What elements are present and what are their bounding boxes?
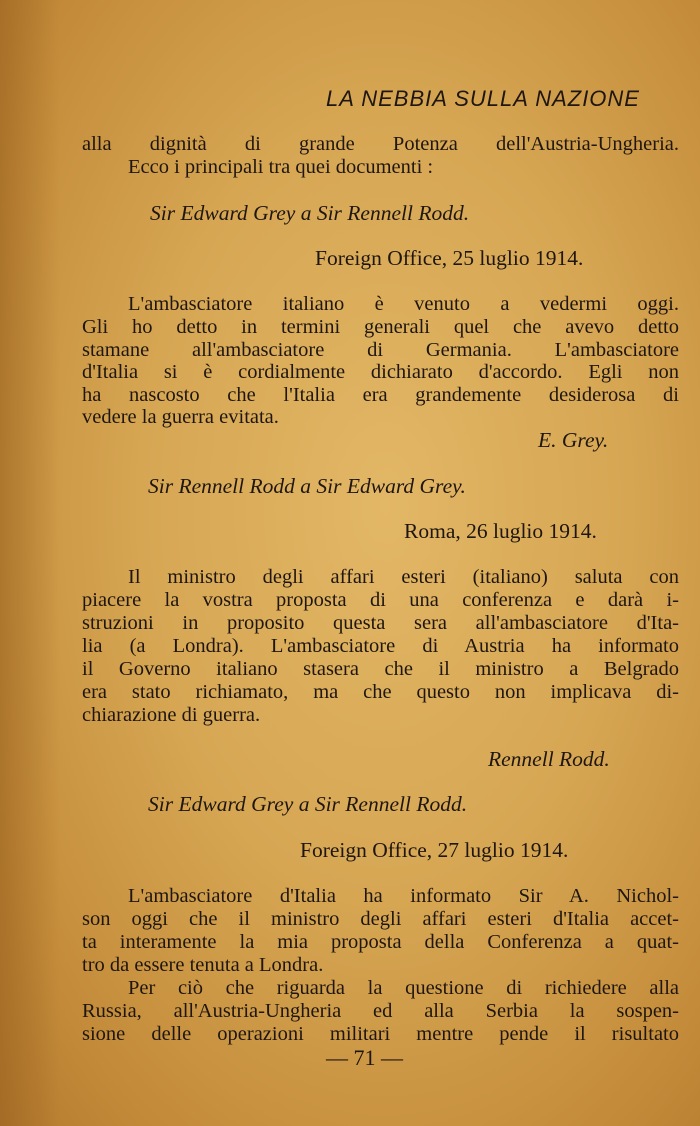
page-number: — 71 — bbox=[326, 1045, 403, 1070]
paragraph-line: Per ciò che riguarda la questione di richiedere alla bbox=[128, 977, 679, 999]
paragraph-line: struzioni in proposito questa sera all'ambasciatore d'Ita- bbox=[82, 612, 679, 634]
running-header: LA NEBBIA SULLA NAZIONE bbox=[326, 86, 640, 111]
document-dateline: Foreign Office, 27 luglio 1914. bbox=[300, 838, 569, 862]
paragraph-line: piacere la vostra proposta di una conferenza e darà i- bbox=[82, 589, 679, 611]
document-dateline: Foreign Office, 25 luglio 1914. bbox=[315, 246, 584, 270]
paragraph-line: Russia, all'Austria-Ungheria ed alla Serbia la sospen- bbox=[82, 1000, 679, 1022]
paragraph-line: tro da essere tenuta a Londra. bbox=[82, 954, 324, 976]
paragraph-line: ta interamente la mia proposta della Conferenza a quat- bbox=[82, 931, 679, 953]
document-heading: Sir Edward Grey a Sir Rennell Rodd. bbox=[148, 792, 468, 816]
paragraph-line: sione delle operazioni militari mentre pende il risultato bbox=[82, 1023, 679, 1045]
signature: Rennell Rodd. bbox=[488, 747, 610, 771]
paragraph-line: chiarazione di guerra. bbox=[82, 704, 261, 726]
intro-line: alla dignità di grande Potenza dell'Austria-Ungheria. bbox=[82, 133, 679, 155]
paragraph-line: il Governo italiano stasera che il ministro a Belgrado bbox=[82, 658, 679, 680]
document-dateline: Roma, 26 luglio 1914. bbox=[404, 519, 597, 543]
paragraph-line: era stato richiamato, ma che questo non implicava di- bbox=[82, 681, 679, 703]
paragraph-line: L'ambasciatore italiano è venuto a vedermi oggi. bbox=[128, 293, 679, 315]
paragraph-line: Il ministro degli affari esteri (italiano) saluta con bbox=[128, 566, 679, 588]
intro-line: Ecco i principali tra quei documenti : bbox=[128, 156, 434, 178]
signature: E. Grey. bbox=[538, 428, 609, 452]
paragraph-line: L'ambasciatore d'Italia ha informato Sir A. Nichol- bbox=[128, 885, 679, 907]
paragraph-line: vedere la guerra evitata. bbox=[82, 406, 279, 428]
paragraph-line: d'Italia si è cordialmente dichiarato d'accordo. Egli non bbox=[82, 361, 679, 383]
paragraph-line: lia (a Londra). L'ambasciatore di Austria ha informato bbox=[82, 635, 679, 657]
document-heading: Sir Rennell Rodd a Sir Edward Grey. bbox=[148, 474, 466, 498]
paragraph-line: ha nascosto che l'Italia era grandemente desiderosa di bbox=[82, 384, 679, 406]
paragraph-line: Gli ho detto in termini generali quel che avevo detto bbox=[82, 316, 679, 338]
paragraph-line: stamane all'ambasciatore di Germania. L'ambasciatore bbox=[82, 339, 679, 361]
paragraph-line: son oggi che il ministro degli affari esteri d'Italia accet- bbox=[82, 908, 679, 930]
document-heading: Sir Edward Grey a Sir Rennell Rodd. bbox=[150, 201, 470, 225]
